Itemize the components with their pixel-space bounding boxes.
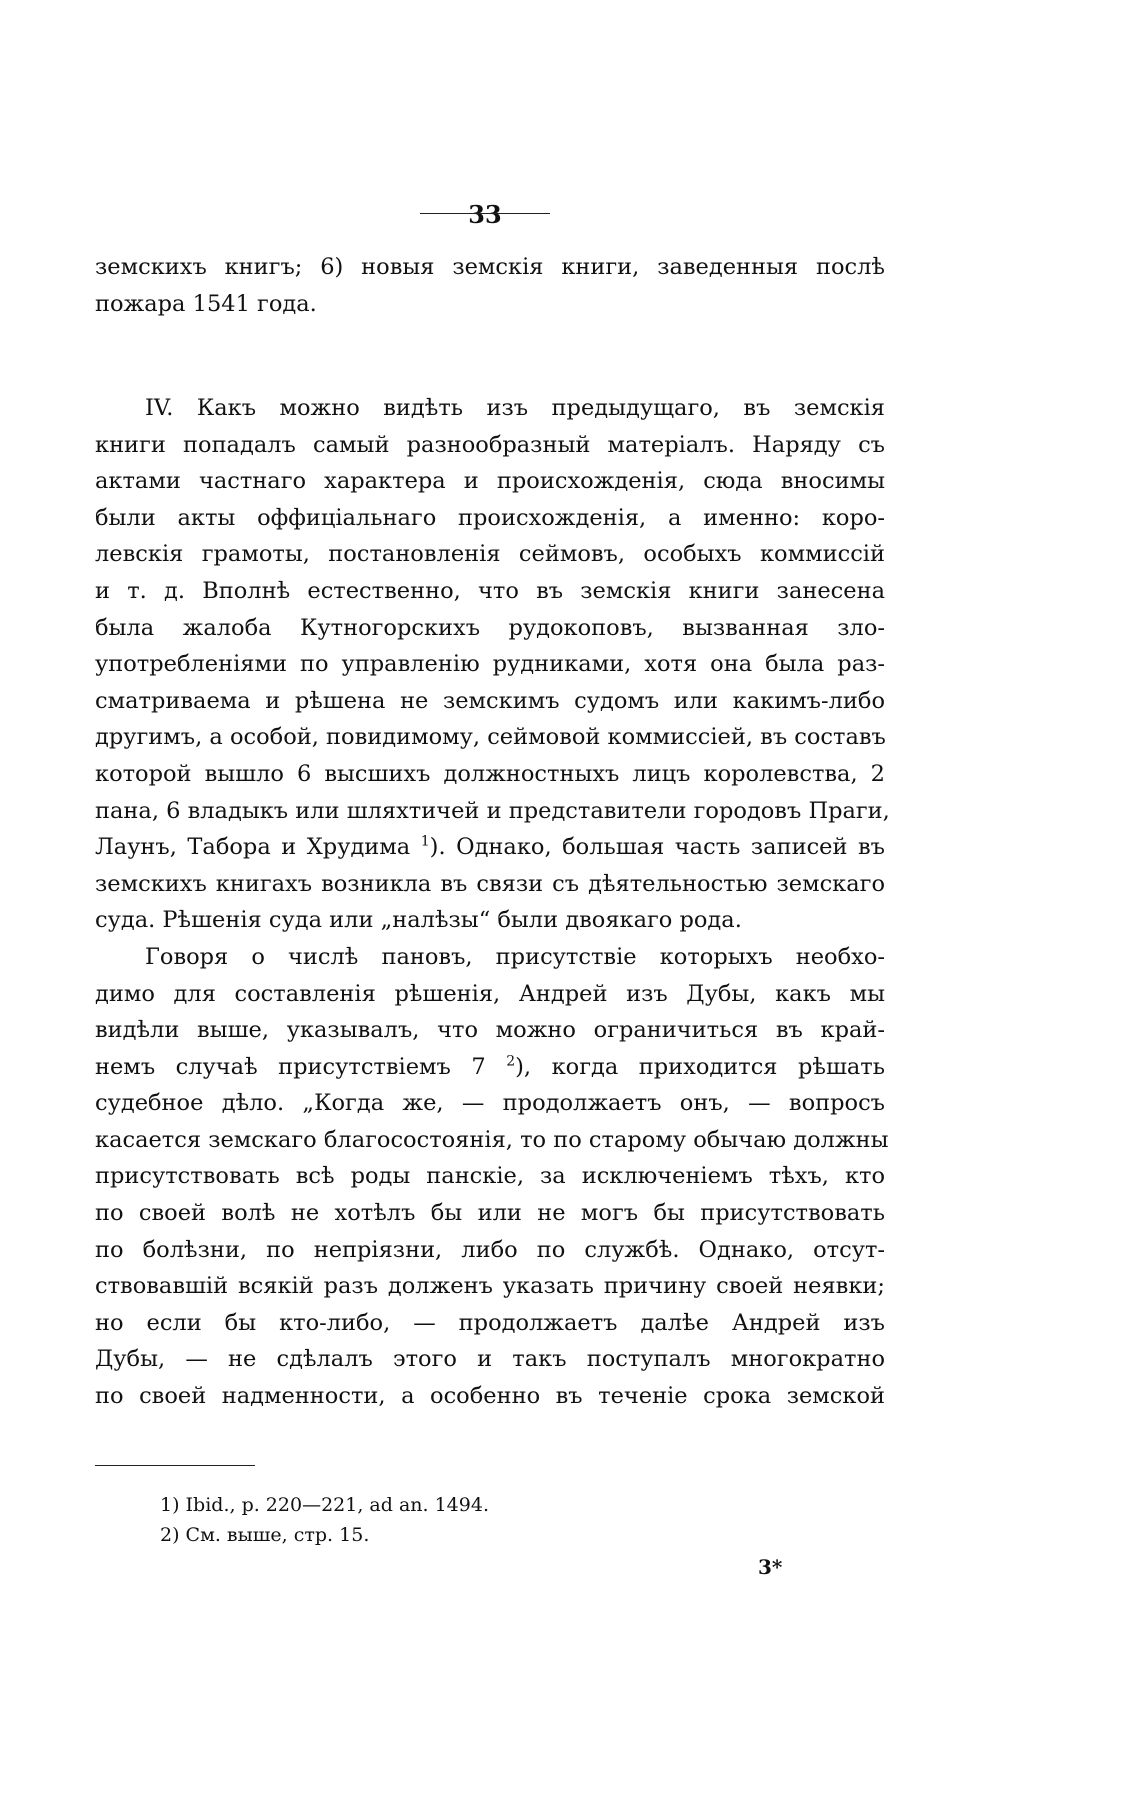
page-number-rule: [420, 213, 550, 214]
text-line: книги попадалъ самый разнообразный матеріалъ. Наряду съ: [95, 431, 885, 458]
text-line: судебное дѣло. „Когда же, — продолжаетъ онъ, — вопросъ: [95, 1090, 885, 1117]
text-line: и т. д. Вполнѣ естественно, что въ земскія книги занесена: [95, 577, 885, 604]
text-fragment: ). Однако, большая часть записей въ: [429, 834, 885, 861]
footnote-2: 2) См. выше, стр. 15.: [160, 1524, 370, 1546]
footnote-1: 1) Ibid., p. 220—221, ad an. 1494.: [160, 1494, 489, 1516]
footnote-ref: 2: [506, 1053, 516, 1070]
continuation-text: [95, 249, 885, 322]
text-line: [95, 829, 885, 866]
text-line: по болѣзни, по непріязни, либо по службѣ. Однако, отсут-: [95, 1236, 885, 1263]
footnote-ref: 1: [420, 833, 430, 850]
text-line: левскія грамоты, постановленія сеймовъ, особыхъ коммиссій: [95, 541, 885, 568]
text-line: сматриваема и рѣшена не земскимъ судомъ или какимъ-либо: [95, 687, 885, 714]
text-line: димо для составленія рѣшенія, Андрей изъ Дубы, какъ мы: [95, 980, 885, 1007]
text-line: были акты оффиціальнаго происхожденія, а именно: коро-: [95, 504, 885, 531]
section-iv-heading-line: IV. Какъ можно видѣть изъ предыдущаго, въ земскія: [145, 395, 885, 421]
text-line: употребленіями по управленію рудниками, хотя она была раз-: [95, 651, 885, 678]
text-line: видѣли выше, указывалъ, что можно ограничиться въ край-: [95, 1017, 885, 1044]
footnotes: [160, 1490, 489, 1550]
text-line: земскихъ книгахъ возникла въ связи съ дѣятельностью земскаго: [95, 870, 885, 897]
text-line: была жалоба Кутногорскихъ рудокоповъ, вызванная зло-: [95, 614, 885, 641]
text-line: земскихъ книгъ; 6) новыя земскія книги, заведенныя послѣ: [95, 254, 885, 280]
printer-signature-mark: 3*: [758, 1555, 783, 1579]
text-line: по своей надменности, а особенно въ теченіе срока земской: [95, 1383, 885, 1410]
text-line: пожара 1541 года.: [95, 290, 317, 317]
text-line: которой вышло 6 высшихъ должностныхъ лицъ королевства, 2: [95, 760, 885, 787]
text-line: Говоря о числѣ пановъ, присутствіе которыхъ необхо-: [145, 943, 885, 970]
text-line: [95, 1049, 885, 1086]
page-number: 33: [468, 200, 502, 229]
text-line: актами частнаго характера и происхожденія, сюда вносимы: [95, 468, 885, 495]
text-fragment: ), когда приходится рѣшать: [515, 1053, 885, 1080]
text-line: по своей волѣ не хотѣлъ бы или не могъ бы присутствовать: [95, 1200, 885, 1227]
text-fragment: Лаунъ, Табора и Хрудима: [95, 834, 411, 861]
text-line: ствовавшій всякій разъ долженъ указать причину своей неявки;: [95, 1273, 885, 1300]
text-line: суда. Рѣшенія суда или „налѣзы“ были двоякаго рода.: [95, 907, 742, 934]
text-line: но если бы кто-либо, — продолжаетъ далѣе Андрей изъ: [95, 1309, 885, 1336]
text-line: пана, 6 владыкъ или шляхтичей и представители городовъ Праги,: [95, 797, 890, 824]
section-iv: [95, 390, 890, 1415]
footnote-divider: [95, 1465, 255, 1466]
text-fragment: немъ случаѣ присутствіемъ 7: [95, 1053, 486, 1080]
text-line: касается земскаго благосостоянія, то по старому обычаю должны: [95, 1126, 889, 1153]
text-line: Дубы, — не сдѣлалъ этого и такъ поступалъ многократно: [95, 1346, 885, 1373]
text-line: присутствовать всѣ роды панскіе, за исключеніемъ тѣхъ, кто: [95, 1163, 885, 1190]
text-line: другимъ, а особой, повидимому, сеймовой коммиссіей, въ составъ: [95, 724, 886, 751]
